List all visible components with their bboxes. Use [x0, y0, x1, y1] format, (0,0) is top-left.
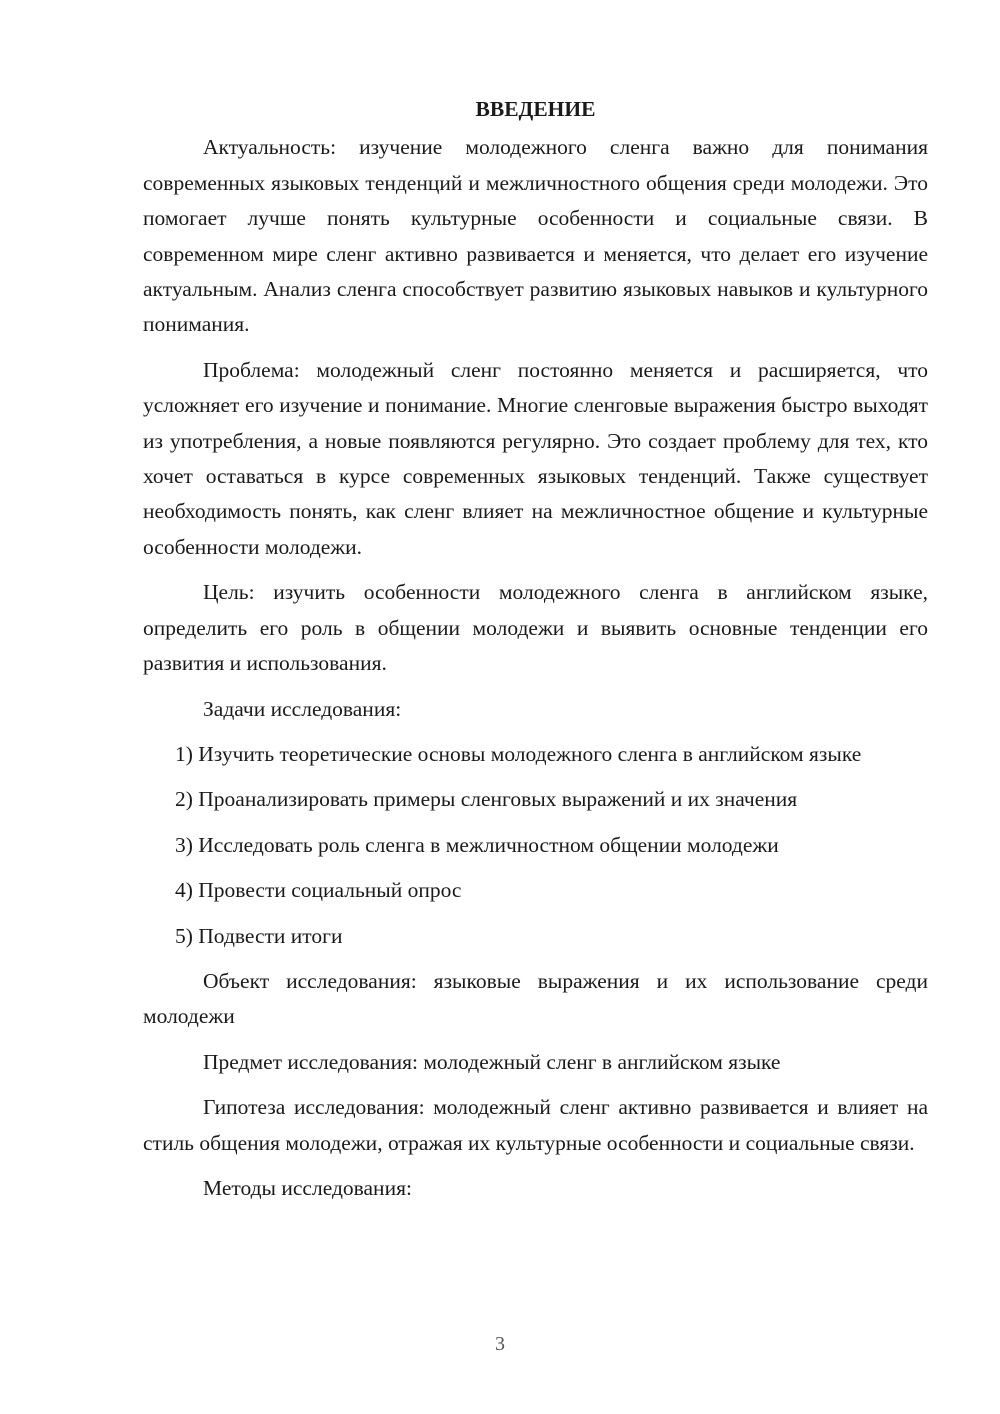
methods-heading: Методы исследования:: [203, 1175, 412, 1200]
object-paragraph: Объект исследования: языковые выражения и их использование среди молодежи: [143, 968, 928, 1029]
list-item: 5) Подвести итоги: [175, 923, 343, 948]
relevance-paragraph: Актуальность: изучение молодежного сленга важно для понимания современных языковых тенденций и межличностного общения среди молодежи. Это помогает лучше понять культурные особенности и социальные связи. В современном мире сленг активно развивается и меняется, что делает его изучение актуальным. Анализ сленга способствует развитию языковых навыков и культурного понимания.: [143, 135, 928, 337]
section-title: ВВЕДЕНИЕ: [475, 97, 596, 121]
hypothesis-paragraph: Гипотеза исследования: молодежный сленг активно развивается и влияет на стиль общения молодежи, отражая их культурные особенности и социальные связи.: [143, 1095, 928, 1155]
list-item: 1) Изучить теоретические основы молодежного сленга в английском языке: [175, 741, 862, 766]
goal-paragraph: Цель: изучить особенности молодежного сленга в английском языке, определить его роль в общении молодежи и выявить основные тенденции его развития и использования.: [143, 580, 928, 676]
document-page: [143, 92, 928, 1216]
subject-paragraph: Предмет исследования: молодежный сленг в английском языке: [203, 1049, 781, 1074]
tasks-list: [143, 737, 928, 954]
list-item: 3) Исследовать роль сленга в межличностном общении молодежи: [175, 832, 779, 857]
list-item: 2) Проанализировать примеры сленговых выражений и их значения: [175, 787, 798, 812]
page-number: 3: [495, 1333, 505, 1355]
problem-paragraph: Проблема: молодежный сленг постоянно меняется и расширяется, что усложняет его изучение и понимание. Многие сленговые выражения быстро выходят из употребления, а новые появляются регулярно. Это создает проблему для тех, кто хочет оставаться в курсе современных языковых тенденций. Также существует необходимость понять, как сленг влияет на межличностное общение и культурные особенности молодежи.: [143, 357, 928, 559]
list-item: 4) Провести социальный опрос: [175, 878, 462, 903]
tasks-heading: Задачи исследования:: [203, 696, 402, 721]
